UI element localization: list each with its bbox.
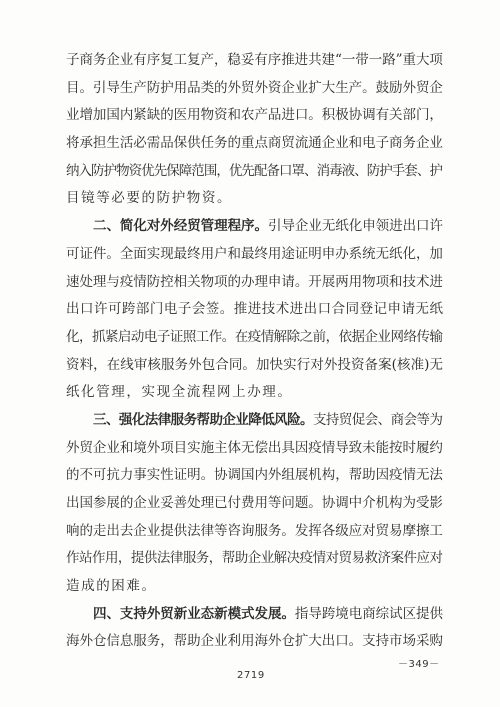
section-heading-line — [66, 407, 443, 435]
line-text: 目镜等必要的防护物资。 — [66, 190, 233, 207]
document-body — [66, 47, 443, 656]
line-text: 指导跨境电商综试区提供 — [294, 605, 443, 622]
body-text-line — [66, 269, 443, 297]
body-text-line — [66, 158, 443, 186]
line-text: 资料，在线审核服务外包合同。加快实行对外投资备案(核准)无 — [66, 356, 443, 373]
line-text: 出国参展的企业妥善处理已付费用等问题。协调中介机构为受影 — [66, 495, 443, 511]
line-text: 化，抓紧启动电子证照工作。在疫情解除之前，依据企业网络传输 — [66, 328, 443, 345]
line-text: 响的走出去企业提供法律等咨询服务。发挥各级应对贸易摩擦工 — [66, 522, 443, 539]
line-text: 纳入防护物资优先保障范围，优先配备口罩、消毒液、防护手套、护 — [66, 162, 442, 179]
body-text-line — [66, 518, 443, 546]
line-text: 支持贸促会、商会等为 — [312, 411, 443, 428]
body-text-line — [66, 47, 443, 75]
line-text: 出口许可跨部门电子会签。推进技术进出口合同登记申请无纸 — [66, 301, 443, 318]
body-text-line — [66, 628, 443, 656]
line-text: 将承担生活必需品保供任务的重点商贸流通企业和电子商务企业 — [66, 135, 443, 152]
line-text: 的不可抗力事实性证明。协调国内外组展机构，帮助因疫情无法 — [66, 467, 443, 484]
body-text-line — [66, 352, 443, 380]
line-text: 造成的困难。 — [66, 578, 157, 595]
section-heading: 二、简化对外经贸管理程序。 — [93, 218, 268, 235]
body-text-line — [66, 130, 443, 158]
section-heading: 四、支持外贸新业态新模式发展。 — [93, 605, 295, 622]
body-text-line — [66, 545, 443, 573]
body-text-line — [66, 462, 443, 490]
line-text: 可证件。全面实现最终用户和最终用途证明申办系统无纸化，加 — [66, 245, 443, 262]
line-text: 纸化管理，实现全流程网上办理。 — [66, 384, 293, 401]
page-number: －349－ — [398, 659, 440, 670]
section-heading-line — [66, 601, 443, 629]
body-text-line — [66, 102, 443, 130]
body-text-line — [66, 324, 443, 352]
line-text: 子商务企业有序复工复产，稳妥有序推进共建“一带一路”重大项 — [66, 52, 443, 68]
body-text-line — [66, 490, 443, 518]
body-text-line — [66, 379, 443, 407]
line-text: 引导企业无纸化申领进出口许 — [267, 218, 443, 235]
line-text: 目。引导生产防护用品类的外贸外资企业扩大生产。鼓励外贸企 — [66, 79, 443, 96]
line-text: 作站作用，提供法律服务，帮助企业解决疫情对贸易救济案件应对 — [66, 550, 443, 567]
body-text-line — [66, 573, 443, 601]
section-heading-line — [66, 213, 443, 241]
line-text: 业增加国内紧缺的医用物资和农产品进口。积极协调有关部门， — [66, 107, 443, 124]
body-text-line — [66, 75, 443, 103]
volume-page-number: 2719 — [237, 670, 265, 681]
body-text-line — [66, 241, 443, 269]
line-text: 速处理与疫情防控相关物项的办理申请。开展两用物项和技术进 — [66, 273, 443, 290]
body-text-line — [66, 296, 443, 324]
line-text: 外贸企业和境外项目实施主体无偿出具因疫情导致未能按时履约 — [66, 439, 443, 456]
body-text-line — [66, 435, 443, 463]
section-heading: 三、强化法律服务帮助企业降低风险。 — [93, 411, 313, 428]
body-text-line — [66, 185, 443, 213]
line-text: 海外仓信息服务，帮助企业利用海外仓扩大出口。支持市场采购 — [66, 633, 443, 650]
